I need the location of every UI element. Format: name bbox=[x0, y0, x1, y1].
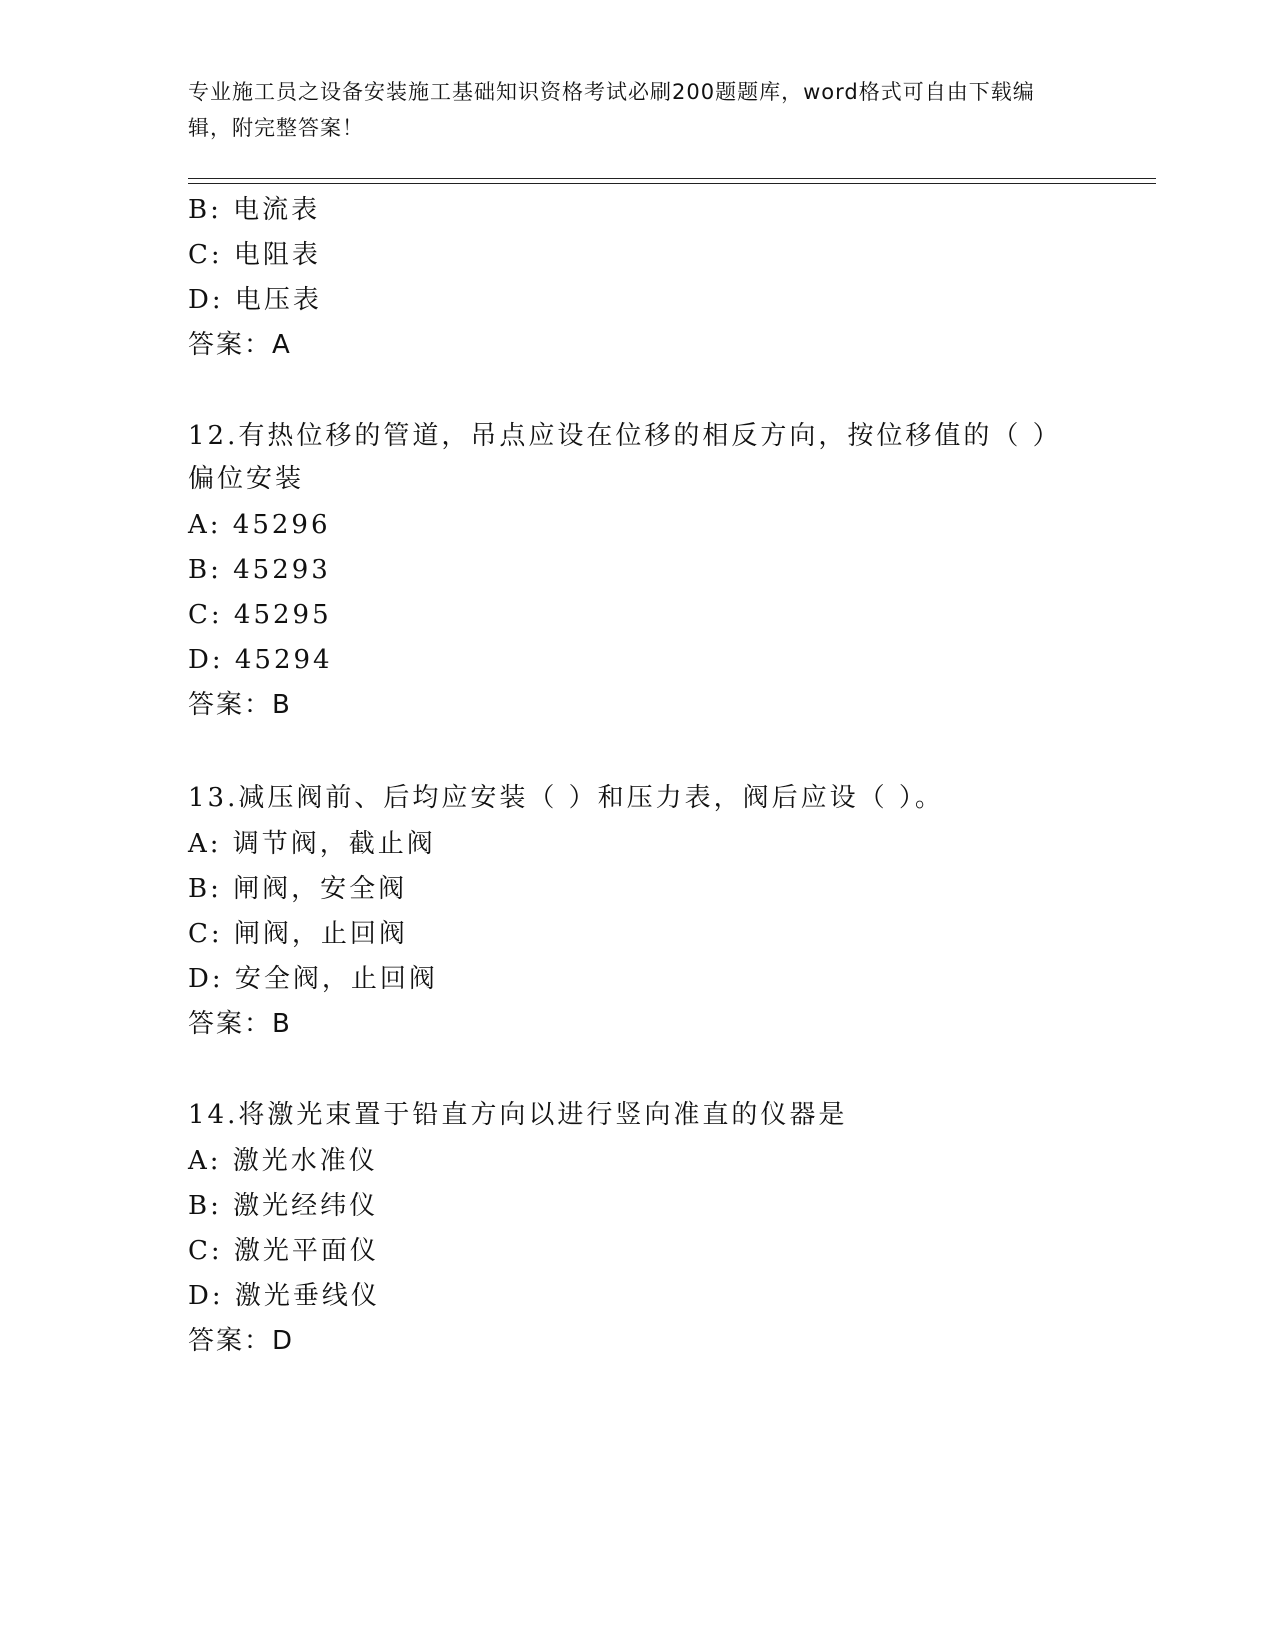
option-line: A: 45296 bbox=[188, 510, 331, 540]
header-divider-top bbox=[188, 178, 1156, 179]
question-line: 13.减压阀前、后均应安装（ ）和压力表，阀后应设（ ）。 bbox=[188, 783, 944, 813]
answer-line: 答案：A bbox=[188, 330, 292, 360]
option-line: C: 闸阀，止回阀 bbox=[188, 919, 408, 949]
answer-line: 答案：D bbox=[188, 1326, 295, 1356]
answer-line: 答案：B bbox=[188, 690, 292, 720]
option-line: C: 45295 bbox=[188, 600, 332, 630]
option-line: D: 45294 bbox=[188, 645, 333, 675]
option-line: C: 电阻表 bbox=[188, 240, 321, 270]
header-divider-bottom bbox=[188, 183, 1156, 184]
question-line: 14.将激光束置于铅直方向以进行竖向准直的仪器是 bbox=[188, 1100, 848, 1130]
option-line: B: 闸阀，安全阀 bbox=[188, 874, 408, 904]
answer-line: 答案：B bbox=[188, 1009, 292, 1039]
question-line: 12.有热位移的管道，吊点应设在位移的相反方向，按位移值的（ ） bbox=[188, 421, 1062, 451]
option-line: B: 激光经纬仪 bbox=[188, 1191, 379, 1221]
question-line: 偏位安装 bbox=[188, 464, 305, 494]
option-line: D: 电压表 bbox=[188, 285, 322, 315]
option-line: D: 安全阀，止回阀 bbox=[188, 964, 438, 994]
document-header-title: 专业施工员之设备安装施工基础知识资格考试必刷200题题库，word格式可自由下载编辑，附完整答案！ bbox=[188, 80, 1035, 140]
option-line: C: 激光平面仪 bbox=[188, 1236, 379, 1266]
option-line: A: 激光水准仪 bbox=[188, 1146, 378, 1176]
option-line: B: 电流表 bbox=[188, 195, 321, 225]
option-line: B: 45293 bbox=[188, 555, 331, 585]
option-line: D: 激光垂线仪 bbox=[188, 1281, 380, 1311]
option-line: A: 调节阀，截止阀 bbox=[188, 829, 436, 859]
